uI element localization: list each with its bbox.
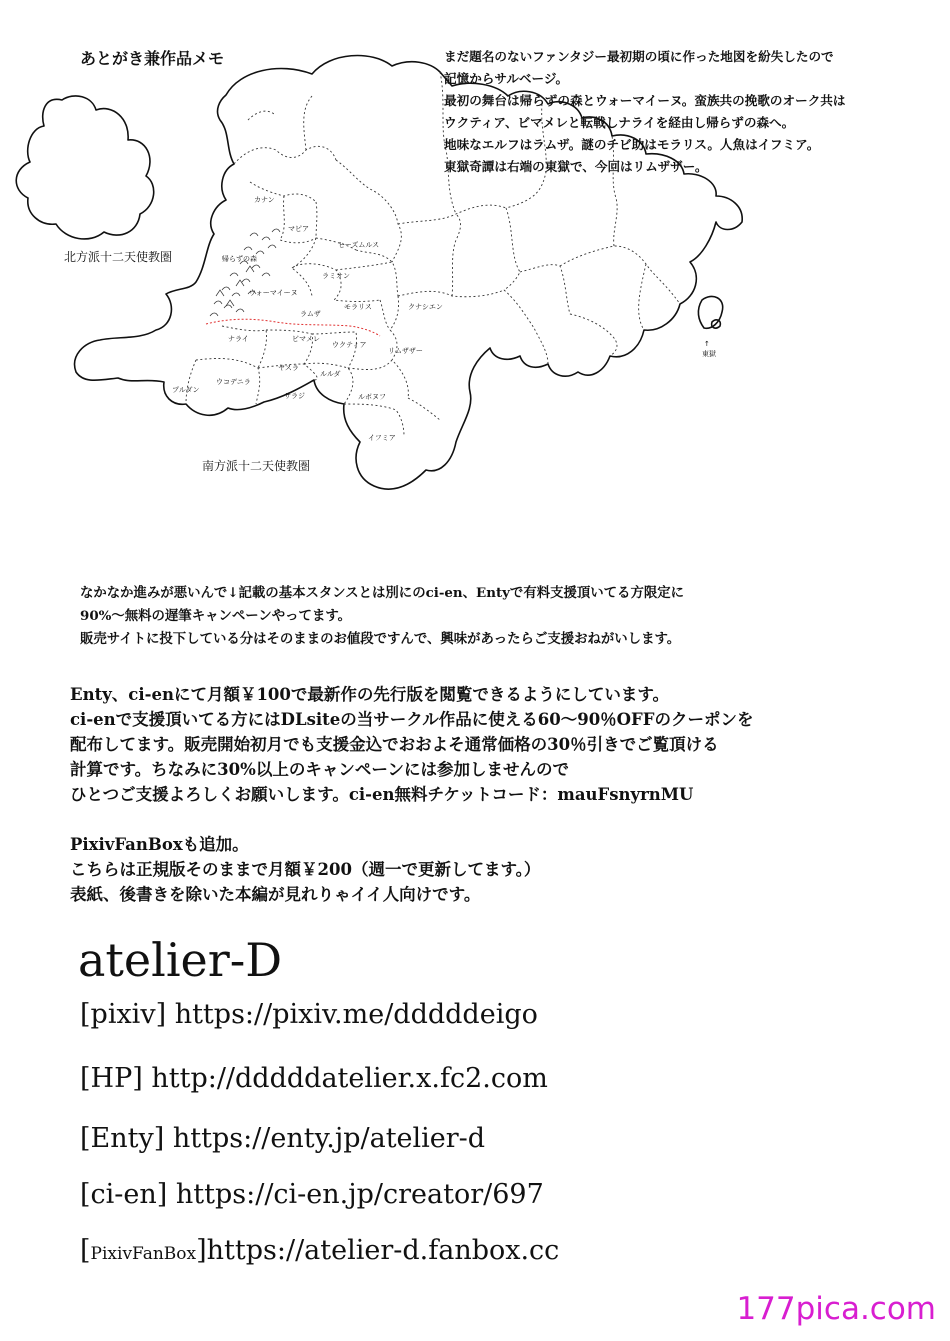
text-line: 表紙、後書きを除いた本編が見れりゃイイ人向けです。 (70, 885, 481, 904)
text-line: ci-enで支援頂いてる方にはDLsiteの当サークル作品に使える60～90％OFFのクーポンを (70, 710, 754, 729)
link-tag: [Enty] (80, 1123, 165, 1154)
memo-note: 東獄奇譚は右端の東獄で、今回はリムザザー。 (444, 159, 708, 174)
link-pixiv[interactable] (80, 998, 538, 1032)
link-fanbox[interactable] (80, 1234, 559, 1271)
border-line (304, 96, 312, 150)
link-tag-open: [ (80, 1235, 91, 1266)
border-line (398, 290, 504, 297)
border-line (292, 238, 316, 296)
togoku-island-outline (698, 296, 722, 328)
border-line (336, 262, 392, 270)
border-line (292, 264, 380, 302)
continent-outline (75, 56, 743, 490)
border-line (452, 214, 461, 296)
place-label: リムザザー (388, 347, 423, 355)
link-url[interactable]: https://atelier-d.fanbox.cc (206, 1235, 560, 1266)
south-region-label: 南方派十二天使教圏 (202, 459, 311, 473)
place-label: ビマメレ (292, 335, 320, 343)
text-line: ひとつご支援よろしくお願いします。ci-en無料チケットコード：mauFsnyrnMU (70, 785, 694, 804)
text-line: 配布してます。販売開始初月でも支援金込でおおよそ通常価格の30％引きでご覧頂ける (70, 735, 719, 754)
border-line (639, 264, 646, 330)
border-line (440, 72, 456, 214)
memo-note: 地味なエルフはラムザ。謎のチビ助はモラリス。人魚はイフミア。 (444, 137, 820, 152)
place-label: イフミア (368, 434, 396, 442)
border-line (504, 290, 548, 364)
place-label: ヒーズムルス (338, 241, 380, 249)
border-line (380, 300, 390, 330)
place-label: 東獄 (702, 350, 716, 358)
link-tag: PixivFanBox (90, 1244, 197, 1264)
link-tag: [HP] (80, 1063, 143, 1094)
border-line (356, 250, 398, 296)
text-line: 計算です。ちなみに30%以上のキャンペーンには参加しませんので (70, 760, 569, 779)
text-line: Enty、ci-enにて月額￥100で最新作の先行版を閲覧できるようにしています。 (70, 685, 670, 704)
place-label: モラリス (344, 303, 372, 311)
text-line: 販売サイトに投下している分はそのままのお値段ですんで、興味があったらご支援おねがいします。 (80, 631, 681, 647)
memo-note: まだ題名のないファンタジー最初期の頃に作った地図を紛失したので (444, 49, 834, 64)
north-region-label: 北方派十二天使教圏 (64, 250, 173, 264)
link-enty[interactable] (80, 1122, 485, 1156)
border-line (186, 360, 196, 404)
place-label: ラムザ (300, 310, 321, 318)
togoku-arrow-icon: ↑ (704, 340, 710, 348)
link-cien[interactable] (80, 1178, 544, 1212)
campaign-notice (80, 582, 684, 651)
border-line (234, 146, 336, 164)
border-line (560, 246, 680, 304)
west-island-outline (16, 96, 153, 239)
link-hp[interactable] (80, 1062, 548, 1096)
place-label: ウォーマイーヌ (249, 289, 298, 297)
border-line (280, 196, 316, 243)
memo-title: あとがき兼作品メモ (80, 49, 225, 68)
link-tag: [ci-en] (80, 1179, 168, 1210)
support-notice (70, 682, 753, 807)
place-label: ウコデニラ (216, 378, 251, 386)
memo-note: ウクティア、ビマメレと転戦しナライを経由し帰らずの森へ。 (444, 115, 795, 130)
link-tag: [pixiv] (80, 999, 167, 1030)
link-url[interactable]: http://dddddatelier.x.fc2.com (142, 1063, 548, 1094)
place-label: ルボヌフ (358, 393, 386, 401)
circle-name: atelier-D (78, 933, 283, 987)
text-line: こちらは正規版そのままで月額￥200（週一で更新してます。） (70, 860, 541, 879)
place-label: マピア (288, 225, 309, 233)
border-line (612, 136, 617, 246)
border-line (344, 404, 404, 436)
place-label: ヤスラ (278, 364, 299, 372)
link-url[interactable]: https://pixiv.me/dddddeigo (166, 999, 538, 1030)
place-label: クナシエン (408, 303, 443, 311)
place-label: カナン (254, 196, 275, 204)
place-label: プルダン (172, 386, 200, 394)
memo-note: 記憶からサルベージ。 (444, 71, 569, 86)
border-line (248, 111, 274, 120)
memo-note: 最初の舞台は帰らずの森とウォーマイーヌ。蛮族共の挽歌のオーク共は (444, 93, 846, 108)
link-url[interactable]: https://ci-en.jp/creator/697 (167, 1179, 544, 1210)
border-line (504, 208, 520, 290)
border-line (520, 265, 570, 314)
text-line: 90%～無料の遅筆キャンペーンやってます。 (80, 608, 352, 624)
border-line (570, 314, 617, 356)
forest-texture (210, 229, 280, 316)
watermark: 177pica.com (736, 1291, 936, 1327)
fanbox-notice (70, 832, 540, 907)
link-url[interactable]: https://enty.jp/atelier-d (164, 1123, 486, 1154)
border-line (506, 104, 546, 208)
place-label: ウクティア (332, 341, 367, 349)
border-line (398, 205, 506, 224)
place-label: ナライ (228, 335, 249, 343)
border-line (222, 326, 267, 368)
border-line (408, 398, 440, 420)
link-tag-close: ] (196, 1235, 207, 1266)
place-label: ラミオン (322, 272, 350, 280)
place-label: ルルダ (320, 370, 341, 378)
text-line: PixivFanBoxも追加。 (70, 835, 249, 854)
text-line: なかなか進みが悪いんで↓記載の基本スタンスとは別にのci-en、Entyで有料支援頂いてる方限定に (80, 585, 685, 601)
place-label: サラジ (284, 392, 305, 400)
place-label: 帰らずの森 (222, 255, 257, 263)
fantasy-map (0, 30, 950, 510)
